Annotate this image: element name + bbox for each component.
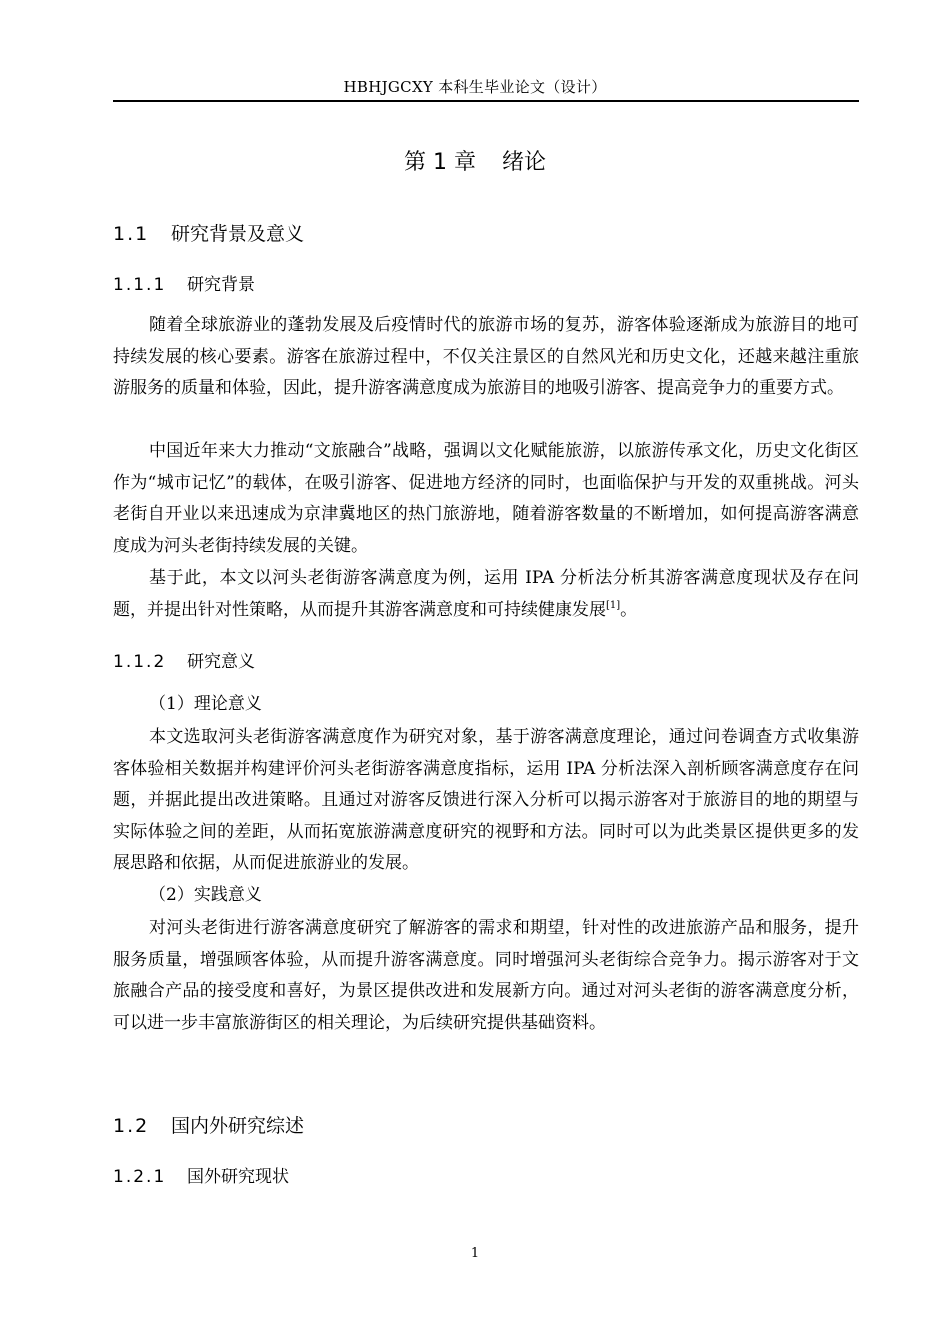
section-title: 研究意义 xyxy=(187,652,255,672)
section-1-2-heading xyxy=(113,1113,304,1139)
page-number: 1 xyxy=(470,1246,480,1261)
section-title: 国外研究现状 xyxy=(187,1167,289,1187)
background-paragraph-3-text: 基于此，本文以河头老街游客满意度为例，运用 IPA 分析法分析其游客满意度现状及存在问题，并提出针对性策略，从而提升其游客满意度和可持续健康发展 xyxy=(113,568,859,620)
citation-ref: [1] xyxy=(606,599,621,611)
chapter-title xyxy=(0,148,950,178)
section-1-1-heading xyxy=(113,221,304,247)
practice-paragraph: 对河头老街进行游客满意度研究了解游客的需求和期望，针对性的改进旅游产品和服务，提升服务质量，增强顾客体验，从而提升游客满意度。同时增强河头老街综合竞争力。揭示游客对于文旅融合产品的接受度和喜好，为景区提供改进和发展新方向。通过对河头老街的游客满意度分析，可以进一步丰富旅游街区的相关理论，为后续研究提供基础资料。 xyxy=(113,918,859,1033)
section-number: 1.2 xyxy=(113,1115,150,1137)
theory-label: （1）理论意义 xyxy=(149,694,262,714)
section-1-1-2-heading xyxy=(113,650,255,674)
practice-label: （2）实践意义 xyxy=(149,885,262,905)
background-paragraph-1: 随着全球旅游业的蓬勃发展及后疫情时代的旅游市场的复苏，游客体验逐渐成为旅游目的地可持续发展的核心要素。游客在旅游过程中，不仅关注景区的自然风光和历史文化，还越来越注重旅游服务的质量和体验，因此，提升游客满意度成为旅游目的地吸引游客、提高竞争力的重要方式。 xyxy=(113,315,859,399)
section-number: 1.1.1 xyxy=(113,275,167,295)
section-title: 研究背景及意义 xyxy=(171,223,305,245)
background-paragraph-3-end: 。 xyxy=(620,599,638,620)
chapter-name: 绪论 xyxy=(501,150,546,175)
section-number: 1.2.1 xyxy=(113,1167,167,1187)
background-paragraph-3 xyxy=(113,563,859,626)
section-number: 1.1 xyxy=(113,223,150,245)
background-paragraph-2: 中国近年来大力推动“文旅融合”战略，强调以文化赋能旅游，以旅游传承文化，历史文化街区作为“城市记忆”的载体，在吸引游客、促进地方经济的同时，也面临保护与开发的双重挑战。河头老街自开业以来迅速成为京津冀地区的热门旅游地，随着游客数量的不断增加，如何提高游客满意度成为河头老街持续发展的关键。 xyxy=(113,441,859,556)
header-rule xyxy=(113,100,859,102)
section-number: 1.1.2 xyxy=(113,652,167,672)
running-header: HBHJGCXY 本科生毕业论文（设计） xyxy=(343,78,607,96)
section-1-2-1-heading xyxy=(113,1165,289,1189)
section-1-1-1-heading xyxy=(113,273,255,297)
theory-paragraph: 本文选取河头老街游客满意度作为研究对象，基于游客满意度理论，通过问卷调查方式收集游客体验相关数据并构建评价河头老街游客满意度指标，运用 IPA 分析法深入剖析顾客满意度存在问题，并据此提出改进策略。且通过对游客反馈进行深入分析可以揭示游客对于旅游目的地的期望与实际体验之间的差距，从而拓宽旅游满意度研究的视野和方法。同时可以为此类景区提供更多的发展思路和依据，从而促进旅游业的发展。 xyxy=(113,727,859,874)
chapter-number: 第 1 章 xyxy=(404,150,476,175)
section-title: 研究背景 xyxy=(187,275,255,295)
section-title: 国内外研究综述 xyxy=(171,1115,305,1137)
